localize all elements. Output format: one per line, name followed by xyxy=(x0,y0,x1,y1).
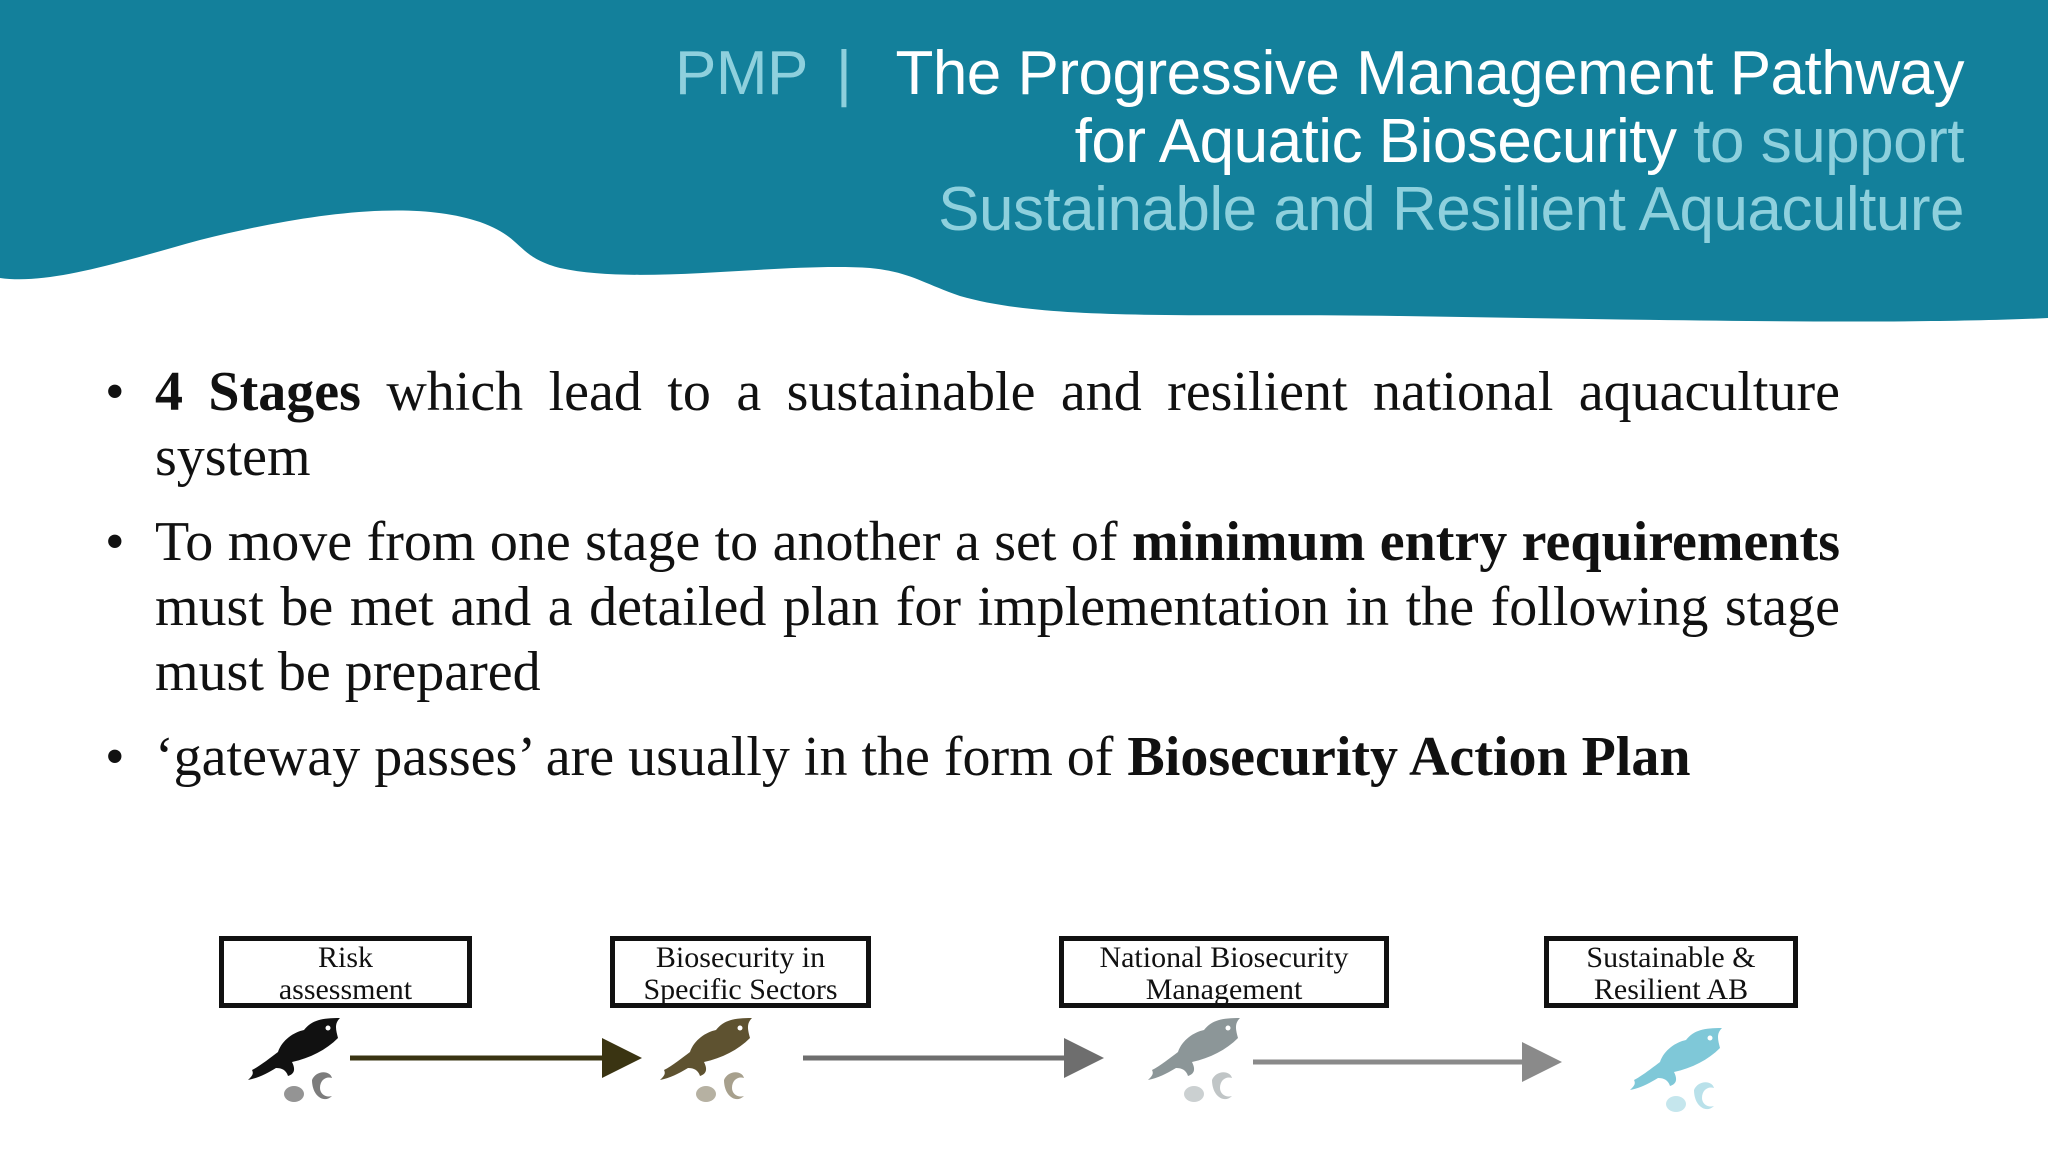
fish-shrimp-icon xyxy=(1148,1018,1240,1102)
header-subtitle-line-2: to support xyxy=(1676,107,1964,176)
stage-label-line-2: Specific Sectors xyxy=(643,973,838,1006)
header-title-line-1: The Progressive Management Pathway xyxy=(895,39,1964,108)
bullet-dot: • xyxy=(105,726,125,788)
stage-label-line-1: Biosecurity in xyxy=(655,941,826,974)
pmp-label: PMP xyxy=(674,39,808,108)
header-line-2 xyxy=(1075,108,1964,176)
header-line-1 xyxy=(675,40,1964,108)
fish-shrimp-icon xyxy=(248,1018,340,1102)
stage-box-specific-sectors xyxy=(610,936,871,1008)
bullet-bold-text: Biosecurity Action Plan xyxy=(1127,726,1691,788)
bullet-item xyxy=(105,360,1840,490)
bullet-text: To move from one stage to another a set of xyxy=(155,511,1132,573)
bullet-bold-text: 4 Stages xyxy=(155,361,361,423)
stage-label-line-2: Management xyxy=(1145,973,1303,1006)
stage-label-line-2: Resilient AB xyxy=(1593,973,1749,1006)
header-line-3 xyxy=(938,176,1964,244)
header-separator: | xyxy=(835,39,852,108)
bullet-text: ‘gateway passes’ are usually in the form of xyxy=(155,726,1128,788)
bullet-text: must be met and a detailed plan for implementation in the following stage must be prepared xyxy=(155,576,1840,703)
bullet-bold-text: minimum entry requirements xyxy=(1131,511,1840,573)
bullet-dot: • xyxy=(105,361,125,423)
stage-label-line-1: Risk xyxy=(317,941,374,974)
stage-box-national-management xyxy=(1059,936,1389,1008)
fish-shrimp-icon xyxy=(1630,1028,1722,1112)
fish-shrimp-icon xyxy=(660,1018,752,1102)
stage-label-line-1: National Biosecurity xyxy=(1099,941,1349,974)
stage-flow-diagram xyxy=(0,1000,2048,1152)
bullet-text: which lead to a sustainable and resilient national aquaculture system xyxy=(155,361,1840,488)
bullet-item xyxy=(105,725,1840,790)
bullet-dot: • xyxy=(105,511,125,573)
stage-box-sustainable-resilient xyxy=(1544,936,1798,1008)
stage-label-line-1: Sustainable & xyxy=(1586,941,1756,974)
stage-label-line-2: assessment xyxy=(278,973,413,1006)
bullet-list xyxy=(105,360,1840,810)
stage-box-risk-assessment xyxy=(219,936,472,1008)
bullet-item xyxy=(105,510,1840,705)
header-title-line-2: for Aquatic Biosecurity xyxy=(1074,107,1677,176)
header-subtitle-line-3: Sustainable and Resilient Aquaculture xyxy=(938,175,1964,244)
